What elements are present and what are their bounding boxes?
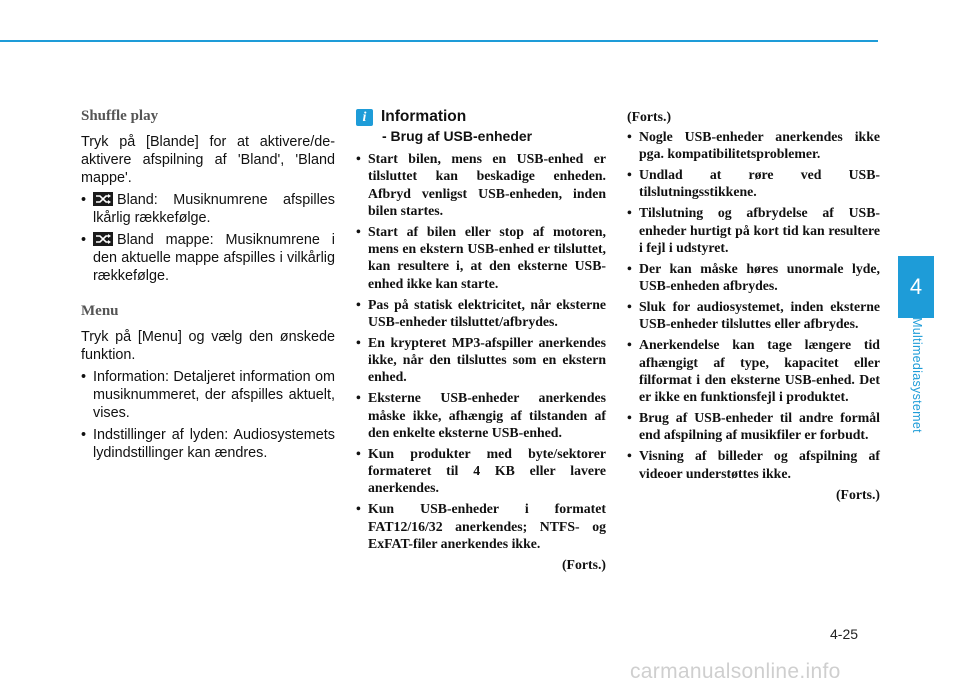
list-item: • Brug af USB-enheder til andre formål end afspilning af musikfiler er forbudt. <box>627 410 880 443</box>
list-item: • Start af bilen eller stop af motoren, mens en ekstern USB-enhed er tilsluttet, kan resultere i, at den eksterne USB-enhed ikke kan starte. <box>356 223 606 291</box>
shuffle-icon <box>93 192 113 206</box>
shuffle-item-text: Bland: Musiknumrene afspilles lkårlig rækkefølge. <box>93 192 335 226</box>
list-item: • Eksterne USB-enheder anerkendes måske ikke, afhængig af tilstanden af den enkelte eksterne USB-enhed. <box>356 390 606 440</box>
watermark: carmanualsonline.info <box>630 660 841 683</box>
shuffle-list <box>81 191 335 285</box>
info-list <box>356 150 606 552</box>
shuffle-intro: Tryk på [Blande] for at aktivere/de-aktivere afspilning af 'Bland', 'Bland mappe'. <box>81 134 335 186</box>
list-item: • Visning af billeder og afspilning af videoer understøttes ikke. <box>627 448 880 481</box>
continued-label: (Forts.) <box>561 557 606 573</box>
info-header <box>356 108 606 126</box>
info-list-continued <box>627 128 880 482</box>
list-item: • Sluk for audiosystemet, inden eksterne USB-enheder tilsluttes eller afbrydes. <box>627 299 880 332</box>
column-right <box>627 108 880 503</box>
page-number: 4-25 <box>830 626 859 642</box>
chapter-title-vertical: Multimediasystemet <box>910 317 924 433</box>
menu-heading: Menu <box>81 303 119 319</box>
chapter-tab: 4 <box>898 256 934 318</box>
list-item: • Bland: Musiknumrene afspilles lkårlig rækkefølge. <box>81 192 335 226</box>
shuffle-folder-item-text: Bland mappe: Musiknumrene i den aktuelle mappe afspilles i vilkårlig rækkefølge. <box>93 232 335 284</box>
continued-label: (Forts.) <box>627 109 672 124</box>
info-subtitle: - Brug af USB-enheder <box>382 128 533 144</box>
list-item: • Start bilen, mens en USB-enhed er tilsluttet kan beskadige enheden. Afbryd venligst USB-enheden, inden bilen startes. <box>356 151 606 218</box>
info-title: Information <box>381 108 467 125</box>
list-item: • En krypteret MP3-afspiller anerkendes ikke, når den tilsluttes som en ekstern enhed. <box>356 334 606 385</box>
continued-label: (Forts.) <box>835 486 880 502</box>
list-item: • Indstillinger af lyden: Audiosystemets lydindstillinger kan ændres. <box>81 427 335 461</box>
header-rule <box>0 40 878 42</box>
column-left <box>81 108 335 476</box>
menu-intro: Tryk på [Menu] og vælg den ønskede funktion. <box>81 329 335 363</box>
list-item: • Pas på statisk elektricitet, når eksterne USB-enheder tilsluttet/afbrydes. <box>356 296 606 329</box>
list-item: • Anerkendelse kan tage længere tid afhængigt af type, kapacitet eller filformat i den eksterne USB-enhed. Det er ikke en funktionsfejl i produktet. <box>627 337 880 405</box>
list-item: • Nogle USB-enheder anerkendes ikke pga. kompatibilitetsproblemer. <box>627 129 880 162</box>
menu-list <box>81 368 335 462</box>
list-item: • Tilslutning og afbrydelse af USB-enheder hurtigt på kort tid kan resultere i fejl i udstyret. <box>627 205 880 255</box>
list-item: • Undlad at røre ved USB-tilslutningsstikkene. <box>627 167 880 200</box>
list-item: • Bland mappe: Musiknumrene i den aktuelle mappe afspilles i vilkårlig rækkefølge. <box>81 232 335 284</box>
list-item: • Der kan måske høres unormale lyde, USB-enheden afbrydes. <box>627 260 880 294</box>
shuffle-heading: Shuffle play <box>81 108 159 124</box>
shuffle-folder-icon <box>93 232 113 246</box>
list-item: • Kun produkter med byte/sektorer formateret til 4 KB eller lavere anerkendes. <box>356 445 606 496</box>
column-middle <box>356 108 606 573</box>
info-icon: i <box>356 109 373 126</box>
list-item: • Information: Detaljeret information om musiknummeret, der afspilles aktuelt, vises. <box>81 369 335 421</box>
list-item: • Kun USB-enheder i formatet FAT12/16/32 anerkendes; NTFS- og ExFAT-filer anerkendes ikke. <box>356 501 606 551</box>
